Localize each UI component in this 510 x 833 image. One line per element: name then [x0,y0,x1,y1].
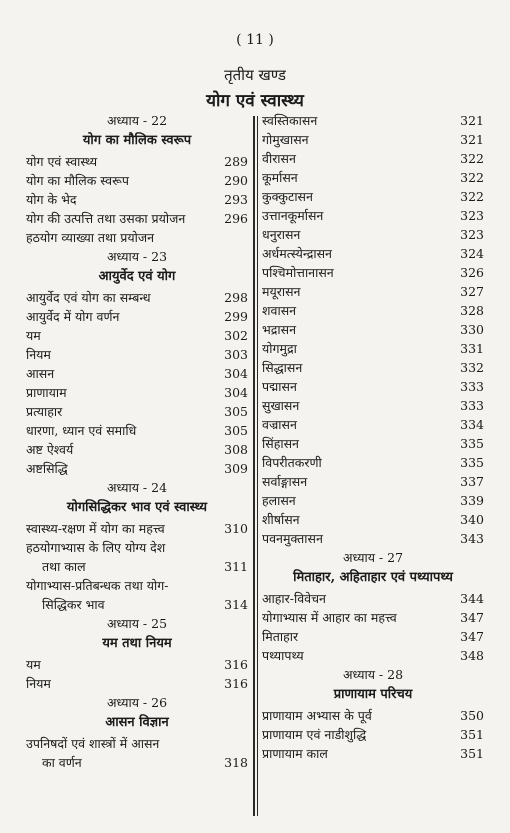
toc-entry-title: यम [26,657,41,672]
toc-entry[interactable] [26,577,248,596]
toc-entry-page: 330 [460,322,484,337]
toc-entry-title: उपनिषदों एवं शास्त्रों में आसन [26,736,160,751]
chapter-title: मिताहार, अहिताहार एवं पथ्यापथ्य [293,570,453,585]
toc-entry-page: 323 [460,227,484,242]
toc-entry[interactable] [26,229,248,248]
toc-entry-page: 337 [460,474,484,489]
column-divider [253,116,255,816]
toc-entry-page: 335 [460,436,484,451]
toc-entry[interactable] [262,492,484,511]
toc-entry-page: 322 [460,189,484,204]
toc-entry-page: 290 [224,173,248,188]
toc-right-column [262,112,484,764]
toc-entry-title: योग का मौलिक स्वरूप [26,173,129,188]
chapter-title: योग का मौलिक स्वरूप [82,133,192,148]
toc-entry-page: 351 [460,746,484,761]
toc-entry-page: 340 [460,512,484,527]
toc-entry[interactable] [262,245,484,264]
column-divider-inner [257,116,258,816]
toc-entry-page: 309 [224,461,248,476]
toc-entry[interactable] [262,283,484,302]
toc-entry[interactable] [26,210,248,229]
chapter-number: अध्याय - 25 [106,616,168,631]
toc-entry-title: का वर्णन [42,755,82,770]
toc-entry[interactable] [262,726,484,745]
toc-entry-page: 350 [460,708,484,723]
toc-entry-title: यम [26,328,41,343]
toc-entry[interactable] [262,321,484,340]
toc-entry[interactable] [26,308,248,327]
toc-entry-page: 347 [460,610,484,625]
toc-entry-page: 304 [224,385,248,400]
toc-entry[interactable] [26,422,248,441]
toc-entry-title: भद्रासन [262,322,297,337]
toc-entry-title: योग एवं स्वास्थ्य [26,154,98,169]
toc-entry[interactable] [262,647,484,666]
toc-entry[interactable] [262,340,484,359]
toc-entry-title: अष्टसिद्धि [26,461,68,476]
toc-entry-title: सिद्धिकर भाव [42,597,105,612]
toc-entry-title: वीरासन [262,151,296,166]
toc-entry-title: विपरीतकरणी [262,455,322,470]
toc-entry[interactable] [26,656,248,675]
toc-entry[interactable] [26,365,248,384]
toc-entry-page: 310 [224,521,248,536]
toc-entry[interactable] [262,707,484,726]
toc-entry-title: वज्रासन [262,417,297,432]
toc-entry-title: स्वस्तिकासन [262,113,318,128]
toc-entry-title: सिद्धासन [262,360,303,375]
toc-entry-page: 299 [224,309,248,324]
chapter-title: यम तथा नियम [102,636,172,651]
toc-entry[interactable] [26,191,248,210]
toc-entry-page: 327 [460,284,484,299]
toc-entry-title: पद्मासन [262,379,297,394]
toc-entry-title: सिंहासन [262,436,299,451]
toc-entry-title: उत्तानकूर्मासन [262,208,324,223]
toc-entry-page: 331 [460,341,484,356]
chapter-title: योगसिद्धिकर भाव एवं स्वास्थ्य [66,500,208,515]
toc-entry-title: मयूरासन [262,284,301,299]
toc-entry-page: 302 [224,328,248,343]
toc-entry[interactable] [26,384,248,403]
toc-entry-title: अष्ट ऐश्वर्य [26,442,74,457]
toc-entry-title: योग की उत्पत्ति तथा उसका प्रयोजन [26,211,186,226]
toc-entry[interactable] [26,558,248,577]
toc-entry-title: हठयोगाभ्यास के लिए योग्य देश [26,540,166,555]
chapter-number: अध्याय - 26 [106,695,168,710]
toc-entry-page: 322 [460,151,484,166]
toc-entry[interactable] [262,628,484,647]
toc-entry-page: 304 [224,366,248,381]
toc-entry-title: पश्चिमोत्तानासन [262,265,334,280]
toc-entry-title: प्राणायाम काल [262,746,328,761]
toc-entry-title: पवनमुक्तासन [262,531,323,546]
toc-entry-title: स्वास्थ्य-रक्षण में योग का महत्त्व [26,521,165,536]
chapter-number: अध्याय - 24 [106,480,168,495]
chapter-title: आयुर्वेद एवं योग [98,269,176,284]
toc-entry-title: योगमुद्रा [262,341,297,356]
toc-entry-title: आयुर्वेद एवं योग का सम्बन्ध [26,290,151,305]
toc-entry-page: 344 [460,591,484,606]
section-subtitle: योग एवं स्वास्थ्य [206,91,304,111]
toc-entry-title: सुखासन [262,398,300,413]
toc-entry-title: प्राणायाम [26,385,67,400]
toc-entry[interactable] [262,264,484,283]
toc-entry[interactable] [262,511,484,530]
toc-entry-page: 335 [460,455,484,470]
toc-entry[interactable] [26,346,248,365]
toc-entry[interactable] [26,675,248,694]
toc-entry[interactable] [262,131,484,150]
toc-entry[interactable] [262,150,484,169]
toc-entry-page: 348 [460,648,484,663]
toc-entry-title: हठयोग व्याख्या तथा प्रयोजन [26,230,155,245]
toc-entry-page: 296 [224,211,248,226]
toc-entry-title: मिताहार [262,629,299,644]
chapter-number: अध्याय - 27 [342,550,404,565]
toc-entry-title: पथ्यापथ्य [262,648,304,663]
toc-entry-page: 347 [460,629,484,644]
toc-entry[interactable] [26,596,248,615]
toc-entry-title: तथा काल [42,559,86,574]
toc-entry-page: 298 [224,290,248,305]
section-title: तृतीय खण्ड [224,66,286,84]
toc-entry-title: धनुरासन [262,227,301,242]
toc-entry[interactable] [262,359,484,378]
toc-left-column [26,112,248,773]
toc-entry-page: 323 [460,208,484,223]
toc-entry-page: 332 [460,360,484,375]
toc-entry-page: 326 [460,265,484,280]
toc-entry-page: 343 [460,531,484,546]
toc-entry[interactable] [26,735,248,754]
toc-entry-page: 316 [224,676,248,691]
chapter-title: प्राणायाम परिचय [333,687,413,702]
toc-entry-page: 305 [224,404,248,419]
toc-entry[interactable] [262,435,484,454]
toc-entry-page: 324 [460,246,484,261]
toc-entry-title: कूर्मासन [262,170,298,185]
toc-entry[interactable] [26,289,248,308]
toc-entry[interactable] [26,441,248,460]
toc-entry-title: नियम [26,347,51,362]
toc-entry[interactable] [262,397,484,416]
toc-entry-page: 339 [460,493,484,508]
toc-entry-page: 316 [224,657,248,672]
toc-entry[interactable] [262,169,484,188]
toc-entry[interactable] [262,609,484,628]
toc-entry[interactable] [26,539,248,558]
toc-entry-page: 322 [460,170,484,185]
toc-entry-title: अर्धमत्स्येन्द्रासन [262,246,332,261]
toc-entry[interactable] [262,416,484,435]
toc-entry-page: 328 [460,303,484,318]
toc-entry-page: 318 [224,755,248,770]
toc-entry-page: 289 [224,154,248,169]
toc-entry-page: 333 [460,379,484,394]
toc-entry[interactable] [26,172,248,191]
toc-entry-title: आसन [26,366,55,381]
toc-entry[interactable] [262,590,484,609]
toc-entry-page: 311 [224,559,248,574]
toc-entry-title: नियम [26,676,51,691]
toc-entry[interactable] [262,112,484,131]
chapter-number: अध्याय - 28 [342,667,404,682]
toc-entry-page: 334 [460,417,484,432]
toc-entry[interactable] [262,530,484,549]
toc-entry-title: प्राणायाम एवं नाडीशुद्धि [262,727,367,742]
toc-entry-title: आयुर्वेद में योग वर्णन [26,309,120,324]
toc-entry-title: योग के भेद [26,192,77,207]
toc-entry-title: धारणा, ध्यान एवं समाधि [26,423,137,438]
toc-entry-title: आहार-विवेचन [262,591,326,606]
toc-entry[interactable] [262,226,484,245]
toc-entry-title: शवासन [262,303,297,318]
toc-entry[interactable] [262,378,484,397]
chapter-title: आसन विज्ञान [105,715,169,730]
toc-entry[interactable] [26,460,248,479]
toc-entry-page: 308 [224,442,248,457]
toc-entry[interactable] [262,188,484,207]
toc-entry-title: प्राणायाम अभ्यास के पूर्व [262,708,372,723]
toc-entry-title: प्रत्याहार [26,404,63,419]
toc-entry-title: शीर्षासन [262,512,300,527]
chapter-number: अध्याय - 23 [106,249,168,264]
toc-entry-title: सर्वाङ्गासन [262,474,308,489]
toc-entry-title: योगाभ्यास में आहार का महत्त्व [262,610,397,625]
toc-entry-page: 314 [224,597,248,612]
page-number: ( 11 ) [236,32,274,48]
toc-entry[interactable] [26,327,248,346]
toc-entry-page: 293 [224,192,248,207]
toc-entry-page: 321 [460,132,484,147]
toc-entry[interactable] [262,745,484,764]
toc-entry[interactable] [262,454,484,473]
toc-entry[interactable] [26,754,248,773]
toc-entry-title: हलासन [262,493,296,508]
toc-entry[interactable] [26,403,248,422]
toc-entry-page: 333 [460,398,484,413]
toc-entry-page: 321 [460,113,484,128]
toc-entry-title: योगाभ्यास-प्रतिबन्धक तथा योग- [26,578,169,593]
toc-entry-title: गोमुखासन [262,132,309,147]
chapter-number: अध्याय - 22 [106,113,168,128]
toc-entry-title: कुक्कुटासन [262,189,313,204]
toc-entry[interactable] [262,207,484,226]
toc-entry[interactable] [262,302,484,321]
toc-entry[interactable] [26,153,248,172]
toc-entry-page: 305 [224,423,248,438]
toc-entry[interactable] [26,520,248,539]
toc-entry[interactable] [262,473,484,492]
toc-entry-page: 303 [224,347,248,362]
toc-entry-page: 351 [460,727,484,742]
